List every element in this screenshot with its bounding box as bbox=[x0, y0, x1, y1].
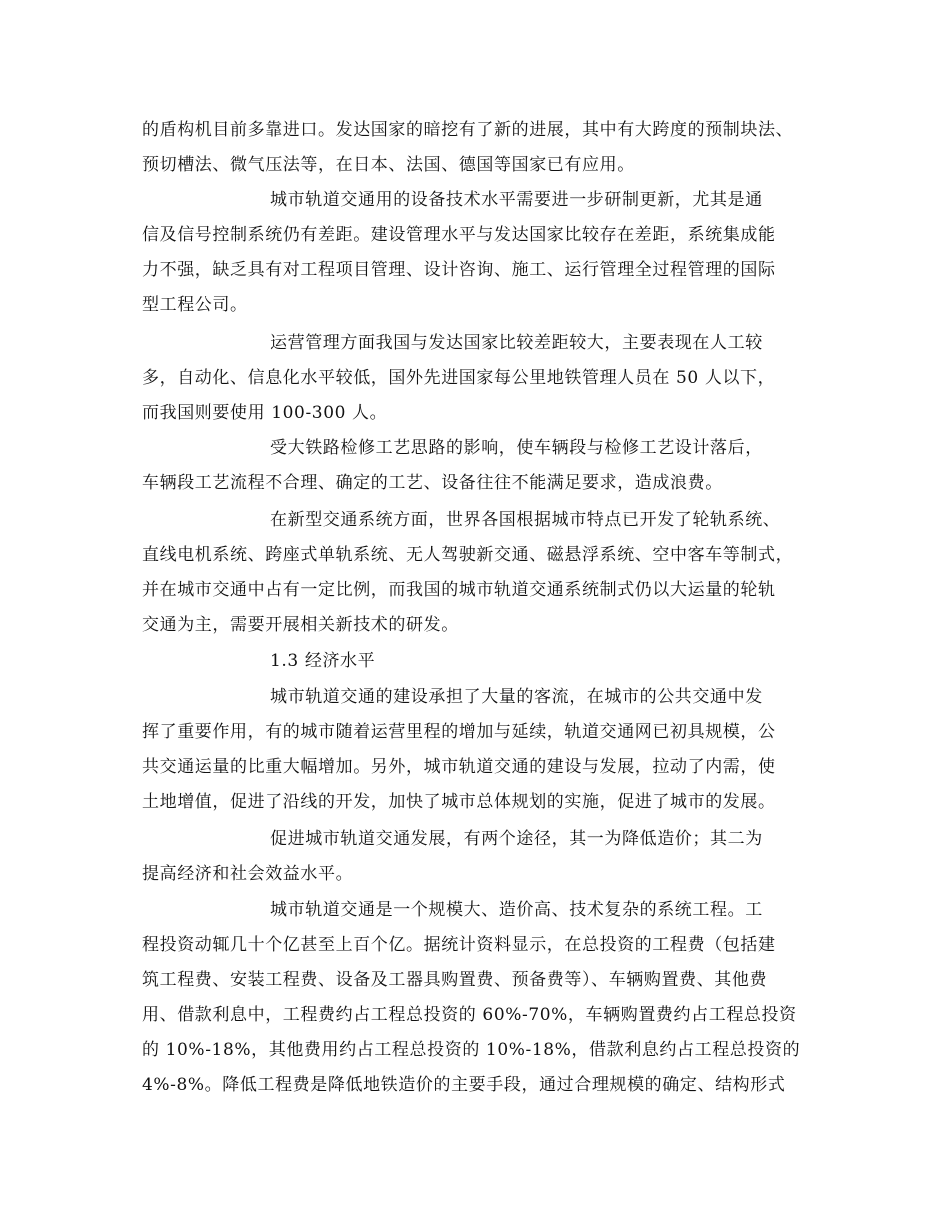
text-line: 土地增值，促进了沿线的开发，加快了城市总体规划的实施，促进了城市的发展。 bbox=[142, 792, 776, 812]
text-line: 型工程公司。 bbox=[142, 295, 248, 315]
text-line: 预切槽法、微气压法等，在日本、法国、德国等国家已有应用。 bbox=[142, 155, 635, 175]
text-line: 而我国则要使用 100-300 人。 bbox=[142, 403, 388, 423]
paragraph-start-line: 城市轨道交通的建设承担了大量的客流，在城市的公共交通中发 bbox=[270, 687, 763, 707]
text-line: 直线电机系统、跨座式单轨系统、无人驾驶新交通、磁悬浮系统、空中客车等制式， bbox=[142, 545, 794, 565]
text-line: 的盾构机目前多靠进口。发达国家的暗挖有了新的进展，其中有大跨度的预制块法、 bbox=[142, 120, 794, 140]
text-line: 多，自动化、信息化水平较低，国外先进国家每公里地铁管理人员在 50 人以下， bbox=[142, 368, 776, 388]
text-line: 用、借款利息中，工程费约占工程总投资的 60%-70%，车辆购置费约占工程总投资 bbox=[142, 1005, 797, 1025]
text-line: 共交通运量的比重大幅增加。另外，城市轨道交通的建设与发展，拉动了内需，使 bbox=[142, 757, 776, 777]
paragraph-start-line: 受大铁路检修工艺思路的影响，使车辆段与检修工艺设计落后， bbox=[270, 438, 763, 458]
paragraph-start-line: 城市轨道交通是一个规模大、造价高、技术复杂的系统工程。工 bbox=[270, 900, 763, 920]
text-line: 的 10%-18%，其他费用约占工程总投资的 10%-18%，借款利息约占工程总投资的 bbox=[142, 1040, 801, 1060]
text-line: 车辆段工艺流程不合理、确定的工艺、设备往往不能满足要求，造成浪费。 bbox=[142, 473, 723, 493]
text-line: 力不强，缺乏具有对工程项目管理、设计咨询、施工、运行管理全过程管理的国际 bbox=[142, 260, 776, 280]
text-line: 并在城市交通中占有一定比例，而我国的城市轨道交通系统制式仍以大运量的轮轨 bbox=[142, 580, 776, 600]
text-line: 交通为主，需要开展相关新技术的研发。 bbox=[142, 615, 459, 635]
paragraph-start-line: 促进城市轨道交通发展，有两个途径，其一为降低造价；其二为 bbox=[270, 829, 763, 849]
text-line: 提高经济和社会效益水平。 bbox=[142, 864, 354, 884]
text-line: 信及信号控制系统仍有差距。建设管理水平与发达国家比较存在差距，系统集成能 bbox=[142, 225, 776, 245]
paragraph-start-line: 在新型交通系统方面，世界各国根据城市特点已开发了轮轨系统、 bbox=[270, 510, 781, 530]
text-line: 程投资动辄几十个亿甚至上百个亿。据统计资料显示，在总投资的工程费（包括建 bbox=[142, 935, 776, 955]
paragraph-start-line: 城市轨道交通用的设备技术水平需要进一步研制更新，尤其是通 bbox=[270, 190, 763, 210]
text-line: 4%-8%。降低工程费是降低地铁造价的主要手段，通过合理规模的确定、结构形式 bbox=[142, 1075, 786, 1095]
text-line: 挥了重要作用，有的城市随着运营里程的增加与延续，轨道交通网已初具规模，公 bbox=[142, 722, 776, 742]
section-heading: 1.3 经济水平 bbox=[270, 651, 376, 671]
text-line: 筑工程费、安装工程费、设备及工器具购置费、预备费等）、车辆购置费、其他费 bbox=[142, 970, 768, 990]
paragraph-start-line: 运营管理方面我国与发达国家比较差距较大，主要表现在人工较 bbox=[270, 333, 763, 353]
